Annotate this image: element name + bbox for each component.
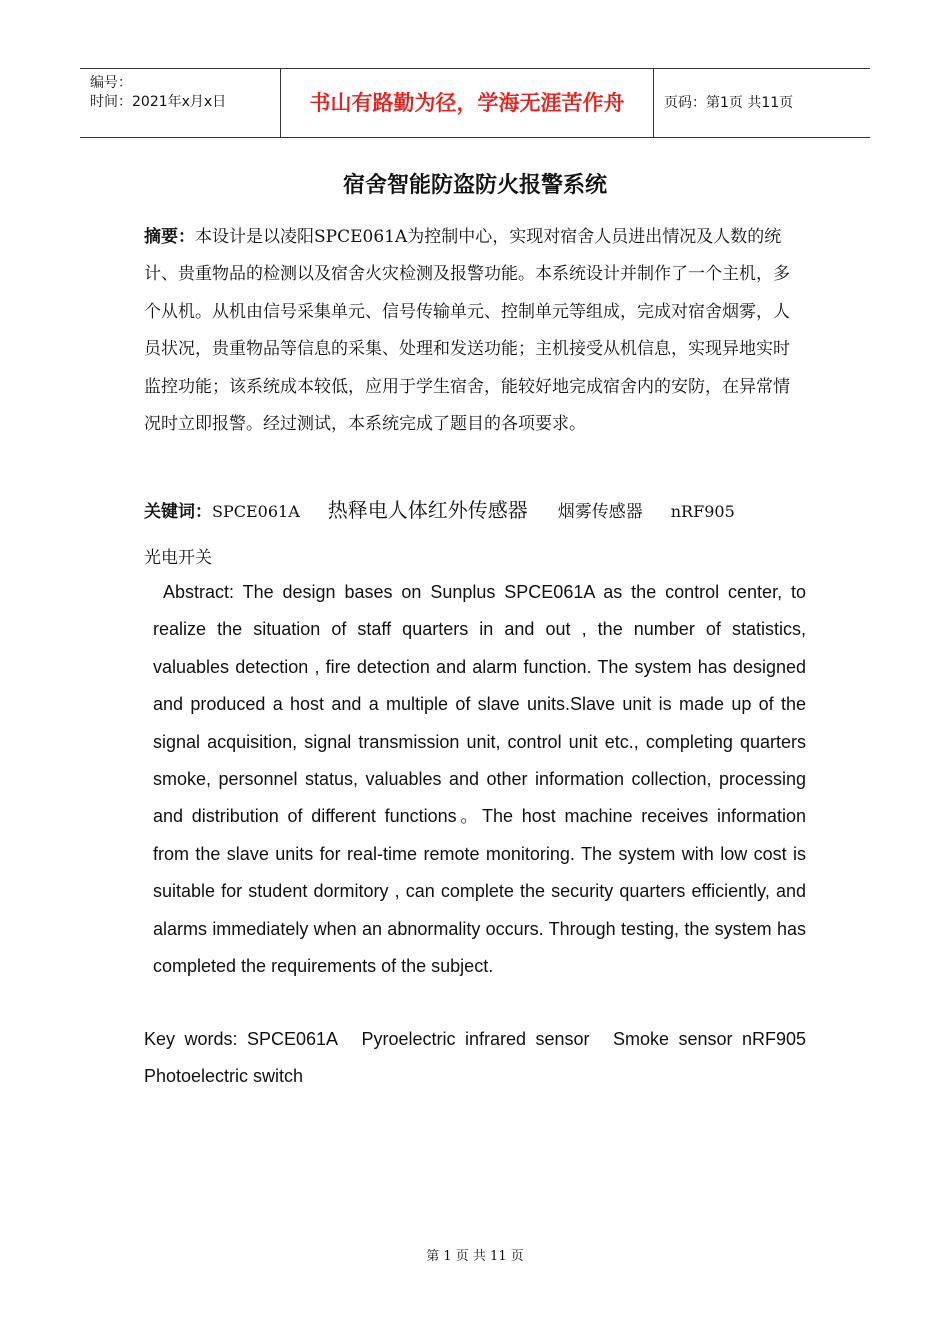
abstract-cn-text: 本设计是以凌阳SPCE061A为控制中心，实现对宿舍人员进出情况及人数的统计、贵重物品的检测以及宿舍火灾检测及报警功能。本系统设计并制作了一个主机，多个从机。从机由信号采集单元、信号传输单元、控制单元等组成，完成对宿舍烟雾，人员状况，贵重物品等信息的采集、处理和发送功能；主机接受从机信息，实现异地实时监控功能；该系统成本较低，应用于学生宿舍，能较好地完成宿舍内的安防，在异常情况时立即报警。经过测试，本系统完成了题目的各项要求。 — [144, 227, 790, 435]
keyword-en: Smoke sensor — [612, 1029, 733, 1049]
date-label: 时间：2021年x月x日 — [90, 94, 227, 110]
keywords-cn-label: 关键词： — [144, 502, 212, 522]
document-title: 宿舍智能防盗防火报警系统 — [342, 173, 607, 198]
keywords-cn — [144, 492, 735, 531]
keyword-cn: SPCE061A — [212, 502, 300, 521]
keywords-en-label: Key words: — [144, 1029, 238, 1049]
header-page-info: 页码：第1页 共11页 — [664, 95, 794, 111]
keyword-en: Pyroelectric infrared sensor — [361, 1029, 590, 1049]
abstract-en: Abstract: The design bases on Sunplus SPCE061A as the control center, to realize the situation of staff quarters in and out , the number of statistics, valuables detection , fire detection and alarm function. The system has designed and produced a host and a multiple of slave units.Slave unit is made up of the signal acquisition, signal transmission unit, control unit etc., completing quarters smoke, personnel status, valuables and other information collection, processing and distribution of different functions。The host machine receives information from the slave units for real-time remote monitoring. The system with low cost is suitable for student dormitory , can complete the security quarters efficiently, and alarms immediately when an abnormality occurs. Through testing, the system has completed the requirements of the subject. — [153, 582, 806, 977]
abstract-cn — [144, 219, 806, 443]
keyword-en: nRF905 — [741, 1029, 806, 1049]
header-motto: 书山有路勤为径，学海无涯苦作舟 — [281, 69, 654, 137]
keywords-cn-continued — [144, 540, 212, 577]
keyword-en: SPCE061A — [246, 1029, 339, 1049]
serial-label: 编号： — [90, 75, 132, 91]
keyword-cn: nRF905 — [670, 502, 735, 521]
header-meta-cell — [80, 69, 281, 137]
keyword-cn: 光电开关 — [144, 548, 212, 568]
keywords-en — [144, 1021, 806, 1096]
abstract-cn-label: 摘要： — [144, 227, 195, 247]
header-table — [80, 68, 870, 138]
keyword-en: Photoelectric switch — [144, 1066, 304, 1087]
keyword-cn: 热释电人体红外传感器 — [327, 498, 528, 522]
page-footer: 第 1 页 共 11 页 — [426, 1249, 524, 1264]
keyword-cn: 烟雾传感器 — [557, 502, 643, 522]
